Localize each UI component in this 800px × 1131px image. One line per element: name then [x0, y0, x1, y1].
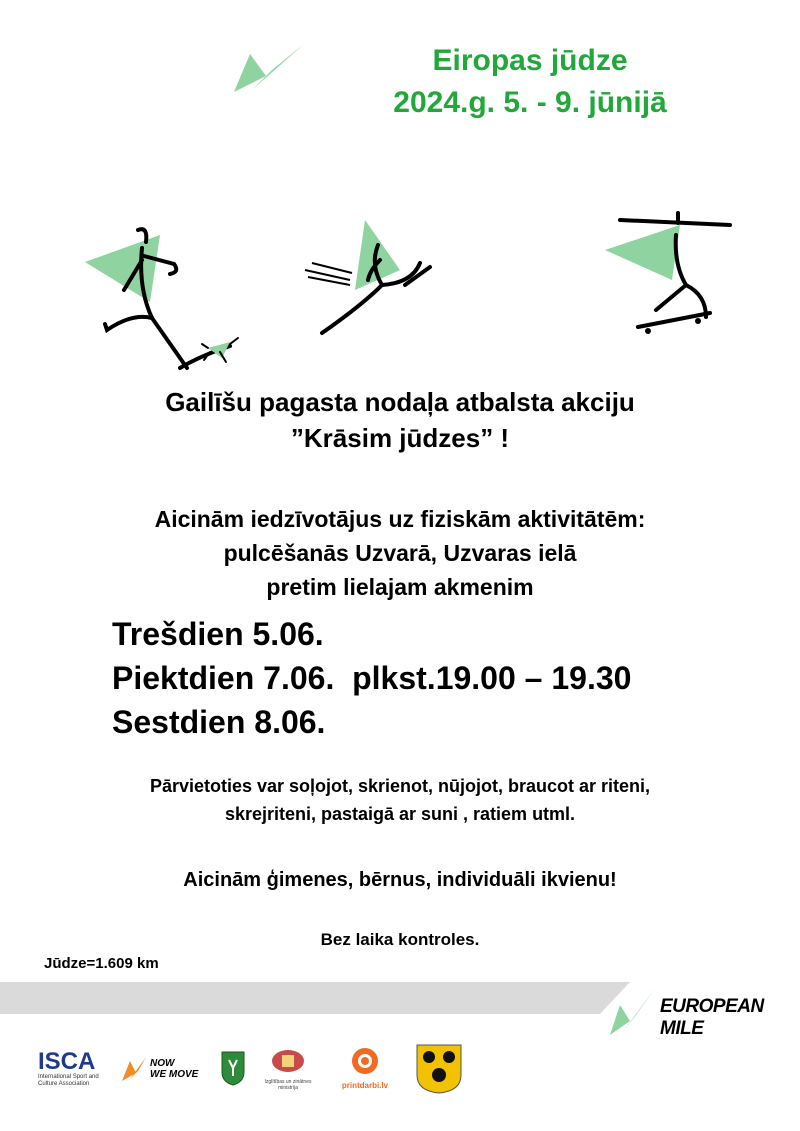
now-we-move-line-2: WE MOVE — [150, 1069, 199, 1080]
printdarbi-icon — [350, 1046, 380, 1076]
event-header — [330, 40, 730, 124]
schedule-day-1: Trešdien 5.06. — [112, 616, 324, 652]
mile-definition: Jūdze=1.609 km — [44, 955, 159, 972]
european-mile-label: EUROPEAN MILE — [660, 996, 764, 1039]
now-we-move-logo — [120, 1052, 200, 1086]
runner-illustration — [300, 215, 440, 345]
no-time-control-text: Bez laika kontroles. — [320, 930, 480, 949]
ministry-name: Izglītības un zinātnes ministrija — [264, 1079, 312, 1091]
european-mile-logo-icon — [232, 40, 306, 96]
sport-club-shield-icon — [220, 1050, 246, 1086]
intro-line-2: ”Krāsim jūdzes” ! — [290, 423, 510, 453]
intro-line-1: Gailīšu pagasta nodaļa atbalsta akciju — [165, 387, 635, 417]
european-mile-footer-icon — [608, 985, 658, 1037]
skateboarder-illustration — [600, 205, 740, 340]
printdarbi-label: printdarbi.lv — [341, 1081, 389, 1090]
invite-line-1: Aicinām iedzīvotājus uz fiziskām aktivitātēm: — [154, 506, 646, 532]
ways-line-2: skrejriteni, pastaigā ar suni , ratiem utml. — [224, 804, 576, 824]
gailisi-coat-of-arms-icon — [415, 1043, 463, 1095]
isca-logo-text: ISCA — [38, 1048, 96, 1075]
intro-block — [0, 384, 800, 456]
isca-logo-subtitle: International Sport and Culture Association — [38, 1074, 99, 1087]
schedule-block — [112, 612, 631, 744]
invite-line-3: pretim lielajam akmenim — [266, 574, 534, 600]
families-text: Aicinām ģimenes, bērnus, individuāli ikvienu! — [183, 869, 617, 891]
walker-with-dog-illustration — [80, 220, 250, 375]
printdarbi-logo — [340, 1046, 390, 1092]
footer-band — [0, 982, 600, 1014]
schedule-day-3: Sestdien 8.06. — [112, 704, 326, 740]
ministry-coat-of-arms-icon — [270, 1048, 306, 1074]
event-title: Eiropas jūdze — [432, 44, 628, 77]
now-we-move-line-1: NOW — [150, 1058, 175, 1069]
ministry-logo — [264, 1048, 312, 1092]
schedule-day-2: Piektdien 7.06. plkst.19.00 – 19.30 — [112, 660, 632, 696]
now-we-move-icon — [120, 1055, 148, 1083]
event-dates: 2024.g. 5. - 9. jūnijā — [393, 86, 667, 119]
invite-block — [0, 502, 800, 604]
ways-line-1: Pārvietoties var soļojot, skrienot, nūjojot, braucot ar riteni, — [149, 776, 651, 796]
invite-line-2: pulcēšanās Uzvarā, Uzvaras ielā — [223, 540, 577, 566]
ways-block — [0, 772, 800, 828]
isca-logo — [38, 1050, 110, 1090]
